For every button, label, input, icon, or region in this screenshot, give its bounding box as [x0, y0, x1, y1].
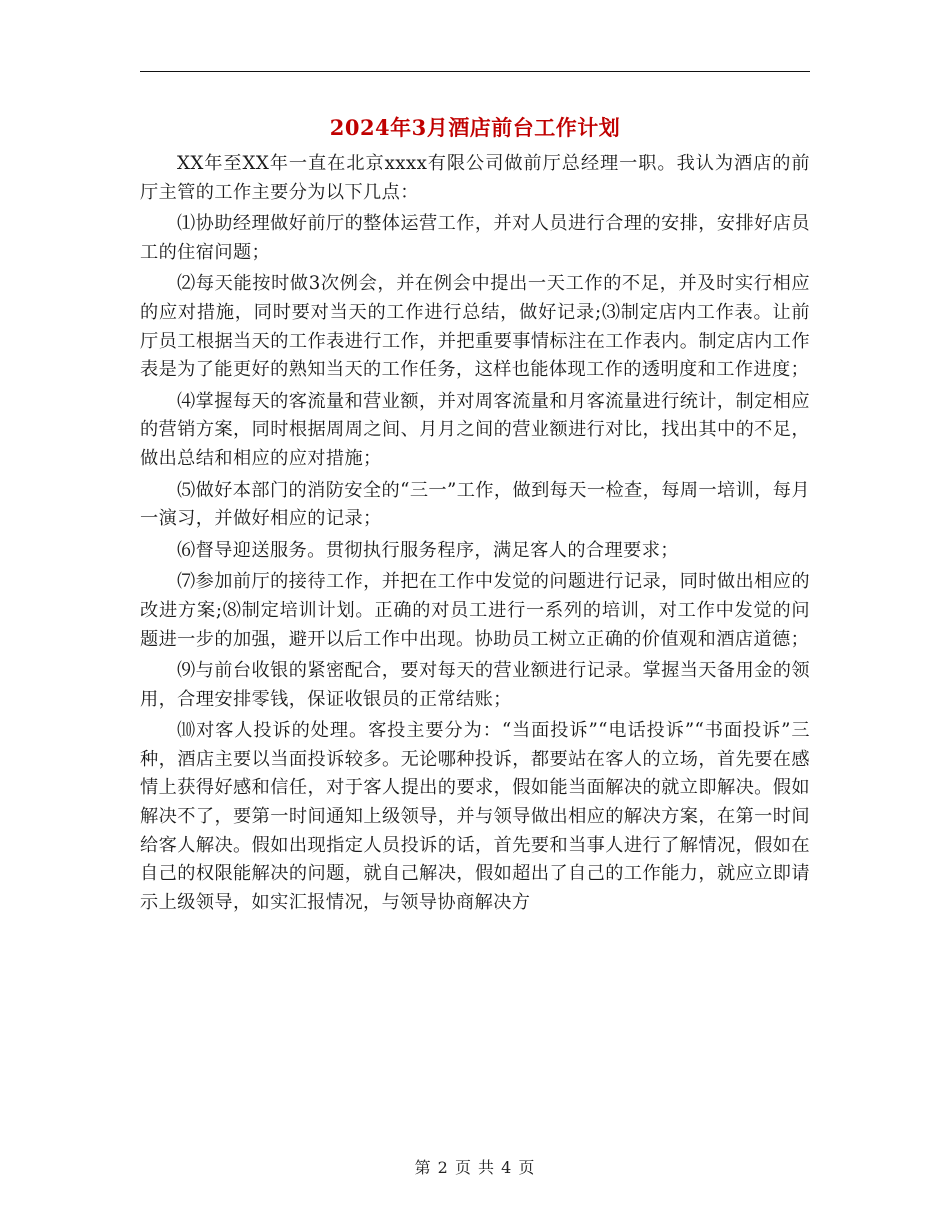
header-rule [140, 71, 810, 72]
paragraph-item-10: ⑽对客人投诉的处理。客投主要分为：“当面投诉”“电话投诉”“书面投诉”三种，酒店主要以当面投诉较多。无论哪种投诉，都要站在客人的立场，首先要在感情上获得好感和信任，对于客人提出的要求，假如能当面解决的就立即解决。假如解决不了，要第一时间通知上级领导，并与领导做出相应的解决方案，在第一时间给客人解决。假如出现指定人员投诉的话，首先要和当事人进行了解情况，假如在自己的权限能解决的问题，就自己解决，假如超出了自己的工作能力，就应立即请示上级领导，如实汇报情况，与领导协商解决方 [140, 720, 810, 913]
paragraph-item-9: ⑼与前台收银的紧密配合，要对每天的营业额进行记录。掌握当天备用金的领用，合理安排零钱，保证收银员的正常结账； [140, 660, 810, 710]
paragraph-intro: XX年至XX年一直在北京xxxx有限公司做前厅总经理一职。我认为酒店的前厅主管的工作主要分为以下几点： [140, 153, 810, 203]
page-number-footer: 第 2 页 共 4 页 [414, 1158, 536, 1177]
document-title: 2024年3月酒店前台工作计划 [329, 115, 621, 140]
paragraph-item-7-8: ⑺参加前厅的接待工作，并把在工作中发觉的问题进行记录，同时做出相应的改进方案;⑻制定培训计划。正确的对员工进行一系列的培训，对工作中发觉的问题进一步的加强，避开以后工作中出现。协助员工树立正确的价值观和酒店道德； [140, 571, 810, 650]
document-body [140, 150, 810, 917]
paragraph-item-4: ⑷掌握每天的客流量和营业额，并对周客流量和月客流量进行统计，制定相应的营销方案，同时根据周周之间、月月之间的营业额进行对比，找出其中的不足，做出总结和相应的应对措施； [140, 390, 810, 469]
paragraph-item-2-3: ⑵每天能按时做3次例会，并在例会中提出一天工作的不足，并及时实行相应的应对措施，同时要对当天的工作进行总结，做好记录;⑶制定店内工作表。让前厅员工根据当天的工作表进行工作，并把重要事情标注在工作表内。制定店内工作表是为了能更好的熟知当天的工作任务，这样也能体现工作的透明度和工作进度； [140, 273, 810, 381]
paragraph-item-1: ⑴协助经理做好前厅的整体运营工作，并对人员进行合理的安排，安排好店员工的住宿问题； [140, 213, 810, 263]
paragraph-item-6: ⑹督导迎送服务。贯彻执行服务程序，满足客人的合理要求； [177, 539, 679, 561]
paragraph-item-5: ⑸做好本部门的消防安全的“三一”工作，做到每天一检查，每周一培训，每月一演习，并做好相应的记录； [140, 479, 810, 530]
